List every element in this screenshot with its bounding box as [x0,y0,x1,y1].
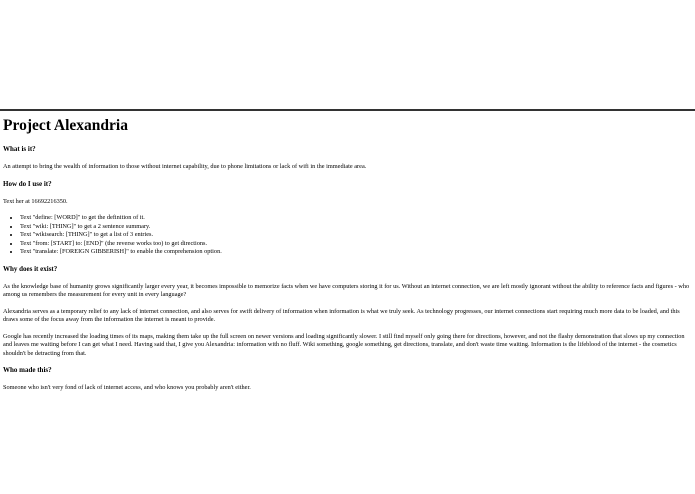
command-item-wiki: • Text "wiki: [THING]" to get a 2 sentence summary. [20,223,692,232]
how-intro: Text her at 16692216350. [3,197,68,205]
why-paragraph-2: Alexandria serves as a temporary relief to any lack of internet connection, and also serves for swift delivery of information when information is what we truly seek. As technology progresses, our internet connections start requiring much more data to be loaded, and this draws some of the focus away from the information the internet is meant to provide. [3,307,680,323]
who-text: Someone who isn't very fond of lack of internet access, and who knows you probably aren't either. [3,384,251,391]
command-item-define: • Text "define: [WORD]" to get the definition of it. [20,214,692,223]
what-heading: What is it? [3,145,36,153]
page-content [0,117,695,393]
what-text: An attempt to bring the wealth of information to those without internet capability, due to phone limitations or lack of wifi in the immediate area. [3,163,367,170]
command-list [3,214,692,257]
why-heading: Why does it exist? [3,264,58,273]
why-paragraph-1: As the knowledge base of humanity grows significantly larger every year, it becomes impossible to memorize facts when we have computers storing it for us. Without an internet connection, we are left mostly ignorant without the ability to reference facts and figures - who among us remembers the measurement for every unit in every language? [3,282,690,298]
page-title: Project Alexandria [3,117,128,134]
command-item-translate: • Text "translate: [FOREIGN GIBBERISH]" to enable the comprehension option. [20,248,692,257]
how-heading: How do I use it? [3,179,52,188]
top-blank-area [0,0,695,109]
command-item-directions: • Text "from: [START] to: [END]" (the reverse works too) to get directions. [20,240,692,249]
top-divider [0,109,695,111]
command-item-wikisearch: • Text "wikisearch: [THING]" to get a list of 3 entries. [20,231,692,240]
who-heading: Who made this? [3,366,52,374]
why-paragraph-3: Google has recently increased the loading times of its maps, making them take up the full screen on newer versions and loading significantly slower. I still find myself only going there for directions, however, and not the flashy demonstration that slows up my connection and leaves me waiting before I can get what I need. Having said that, I give you Alexandria: information with no fluff. Wiki something, google something, get directions, translate, and don't waste time waiting. Information is the lifeblood of the internet - the cosmetics shouldn't be detracting from that. [3,332,685,357]
